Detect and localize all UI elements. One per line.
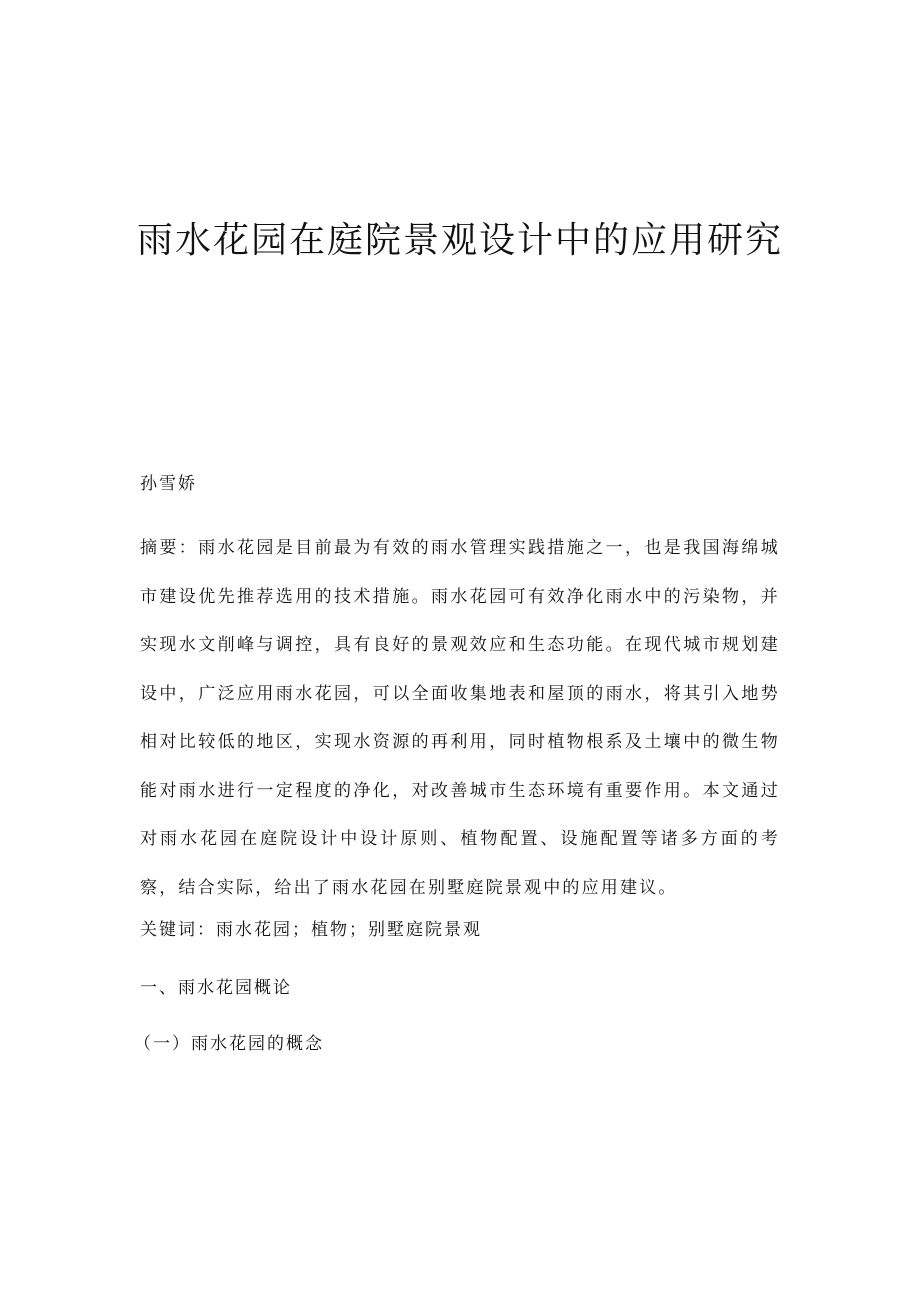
- document-title: 雨水花园在庭院景观设计中的应用研究: [136, 220, 783, 261]
- keywords-line: 关键词：雨水花园；植物；别墅庭院景观: [140, 920, 482, 940]
- section-heading: 一、雨水花园概论: [140, 978, 292, 998]
- author-name: 孙雪娇: [140, 474, 197, 494]
- subsection-heading: （一）雨水花园的概念: [134, 1034, 324, 1054]
- abstract-paragraph: 摘要：雨水花园是目前最为有效的雨水管理实践措施之一，也是我国海绵城市建设优先推荐选用的技术措施。雨水花园可有效净化雨水中的污染物，并实现水文削峰与调控，具有良好的景观效应和生态功能。在现代城市规划建设中，广泛应用雨水花园，可以全面收集地表和屋顶的雨水，将其引入地势相对比较低的地区，实现水资源的再利用，同时植物根系及土壤中的微生物能对雨水进行一定程度的净化，对改善城市生态环境有重要作用。本文通过对雨水花园在庭院设计中设计原则、植物配置、设施配置等诸多方面的考察，结合实际，给出了雨水花园在别墅庭院景观中的应用建议。: [140, 538, 780, 898]
